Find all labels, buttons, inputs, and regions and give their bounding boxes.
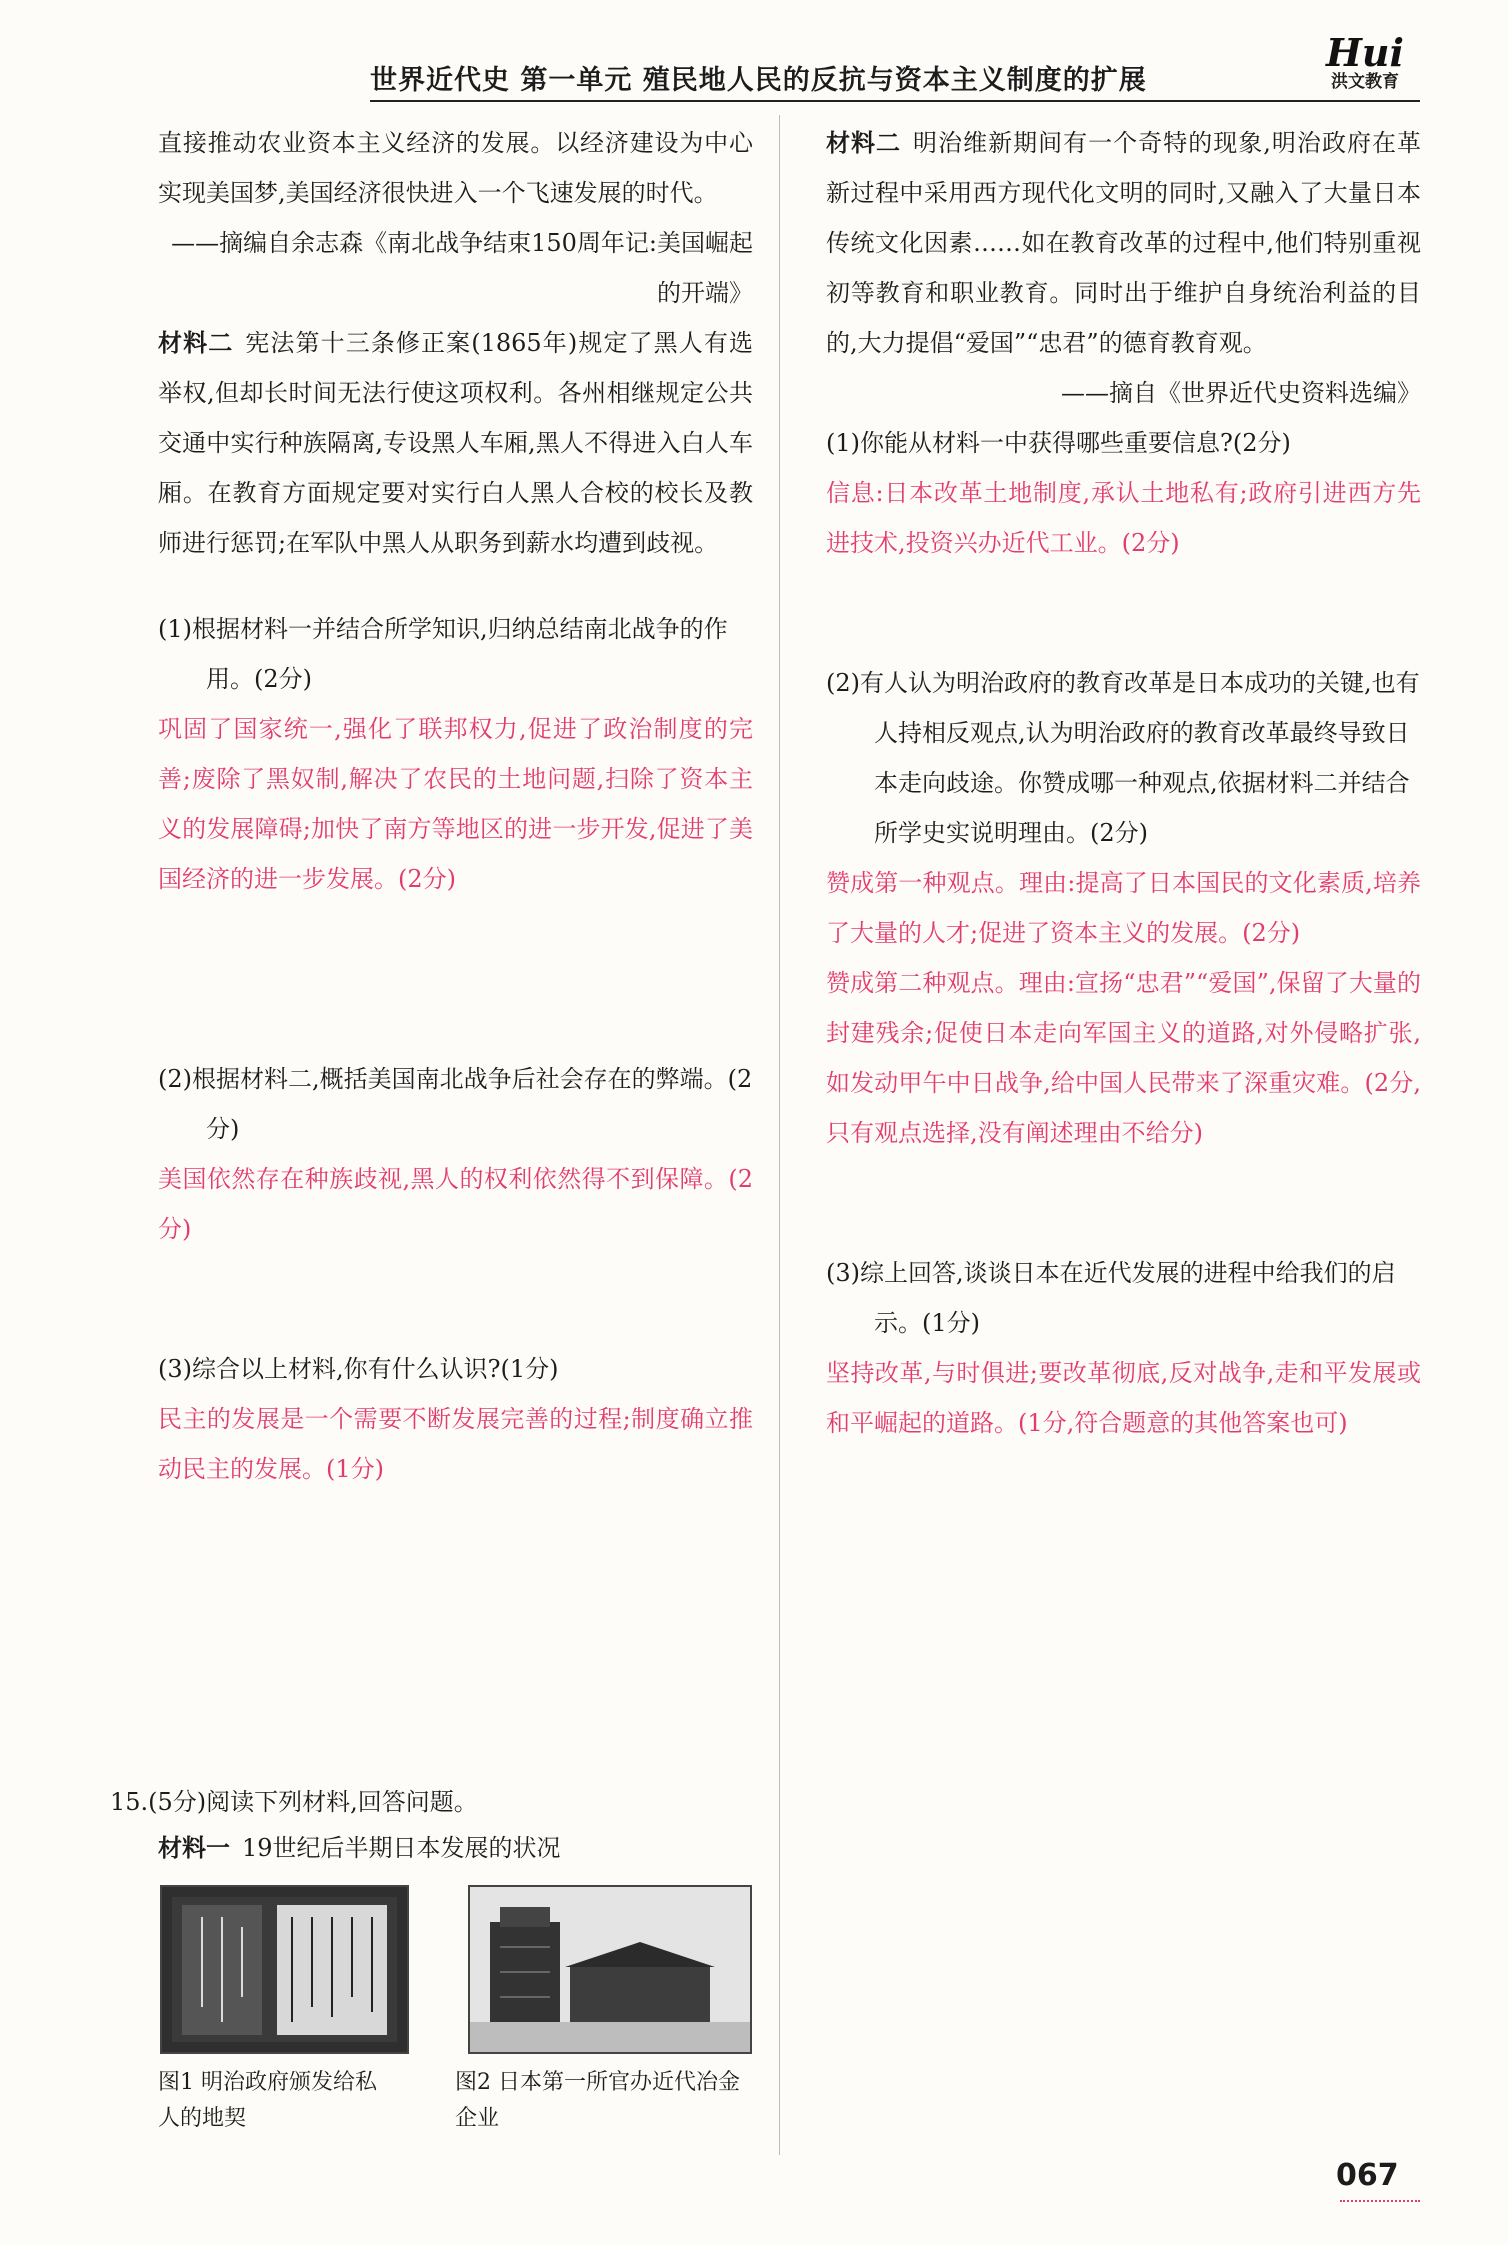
right-answer-1: 信息:日本改革土地制度,承认土地私有;政府引进西方先进技术,投资兴办近代工业。(2分)	[826, 479, 1421, 557]
right-question-1: (1)你能从材料一中获得哪些重要信息?(2分)	[826, 429, 1291, 457]
right-question-3: (3)综上回答,谈谈日本在近代发展的进程中给我们的启示。(1分)	[826, 1259, 1396, 1337]
material-one-continuation: 直接推动农业资本主义经济的发展。以经济建设为中心实现美国梦,美国经济很快进入一个飞速发展的时代。	[158, 129, 753, 207]
right-material-two-text: 明治维新期间有一个奇特的现象,明治政府在革新过程中采用西方现代化文明的同时,又融入了大量日本传统文化因素……如在教育改革的过程中,他们特别重视初等教育和职业教育。同时出于维护自身统治利益的目的,大力提倡“爱国”“忠君”的德育教育观。	[826, 129, 1421, 357]
question-1: (1)根据材料一并结合所学知识,归纳总结南北战争的作用。(2分)	[158, 615, 728, 693]
answer-3: 民主的发展是一个需要不断发展完善的过程;制度确立推动民主的发展。(1分)	[158, 1405, 753, 1483]
left-column	[158, 118, 753, 1494]
column-divider	[779, 115, 780, 2155]
ironworks-illustration	[470, 1887, 750, 2052]
material-one-text: 19世纪后半期日本发展的状况	[242, 1834, 561, 1862]
question-2: (2)根据材料二,概括美国南北战争后社会存在的弊端。(2分)	[158, 1065, 753, 1143]
right-material-two-source: ——摘自《世界近代史资料选编》	[1061, 379, 1421, 407]
material-two	[158, 318, 753, 568]
material-one-label: 材料一	[158, 1834, 230, 1862]
figure-1-caption: 图1 明治政府颁发给私人的地契	[158, 2070, 377, 2131]
right-material-two	[826, 118, 1421, 368]
question-3: (3)综合以上材料,你有什么认识?(1分)	[158, 1355, 559, 1383]
publisher-logo	[1310, 30, 1420, 100]
right-answer-2b: 赞成第二种观点。理由:宣扬“忠君”“爱国”,保留了大量的封建残余;促使日本走向军国主义的道路,对外侵略扩张,如发动甲午中日战争,给中国人民带来了深重灾难。(2分,只有观点选择,没有阐述理由不给分)	[826, 969, 1421, 1147]
logo-text: 洪文教育	[1331, 72, 1399, 92]
right-answer-2a: 赞成第一种观点。理由:提高了日本国民的文化素质,培养了大量的人才;促进了资本主义的发展。(2分)	[826, 869, 1421, 947]
answer-1: 巩固了国家统一,强化了联邦权力,促进了政治制度的完善;废除了黑奴制,解决了农民的土地问题,扫除了资本主义的发展障碍;加快了南方等地区的进一步开发,促进了美国经济的进一步发展。(2分)	[158, 715, 753, 893]
page-number: 067	[1336, 2158, 1399, 2193]
answer-2: 美国依然存在种族歧视,黑人的权利依然得不到保障。(2分)	[158, 1165, 753, 1243]
material-two-label: 材料二	[158, 329, 234, 357]
question-15-material-one	[158, 1826, 758, 1870]
page-number-rule	[1340, 2200, 1420, 2202]
logo-mark: Hui	[1326, 30, 1404, 75]
figure-2-ironworks-image	[468, 1885, 752, 2054]
right-answer-3: 坚持改革,与时俱进;要改革彻底,反对战争,走和平发展或和平崛起的道路。(1分,符合题意的其他答案也可)	[826, 1359, 1421, 1437]
right-column	[826, 118, 1421, 1448]
header-title: 世界近代史 第一单元 殖民地人民的反抗与资本主义制度的扩展	[370, 65, 1147, 96]
right-material-two-label: 材料二	[826, 129, 902, 157]
right-question-2: (2)有人认为明治政府的教育改革是日本成功的关键,也有人持相反观点,认为明治政府的教育改革最终导致日本走向歧途。你赞成哪一种观点,依据材料二并结合所学史实说明理由。(2分)	[826, 669, 1420, 847]
question-15-heading: 15.(5分)阅读下列材料,回答问题。	[110, 1788, 478, 1816]
land-deed-illustration	[162, 1887, 407, 2052]
material-one-source: ——摘编自余志森《南北战争结束150周年记:美国崛起的开端》	[171, 229, 753, 307]
page-header	[370, 30, 1420, 102]
figure-2-caption: 图2 日本第一所官办近代冶金企业	[455, 2070, 740, 2131]
material-two-text: 宪法第十三条修正案(1865年)规定了黑人有选举权,但却长时间无法行使这项权利。各州相继规定公共交通中实行种族隔离,专设黑人车厢,黑人不得进入白人车厢。在教育方面规定要对实行白人黑人合校的校长及教师进行惩罚;在军队中黑人从职务到薪水均遭到歧视。	[158, 329, 753, 557]
figure-1-land-deed-image	[160, 1885, 409, 2054]
